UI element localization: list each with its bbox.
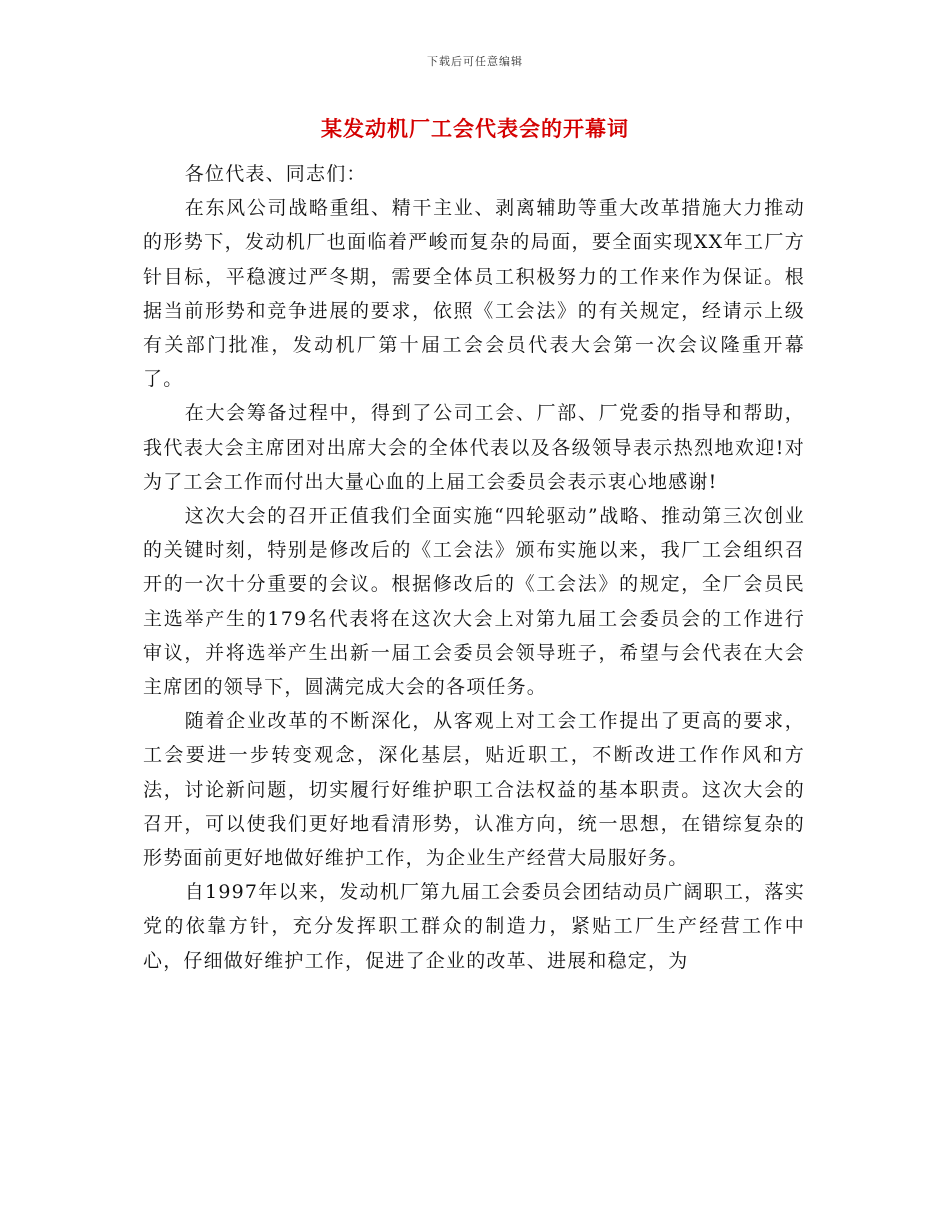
paragraph: 随着企业改革的不断深化，从客观上对工会工作提出了更高的要求，工会要进一步转变观念，深化基层，贴近职工，不断改进工作作风和方法，讨论新问题，切实履行好维护职工合法权益的基本职责。这次大会的召开，可以使我们更好地看清形势，认准方向，统一思想，在错综复杂的形势面前更好地做好维护工作，为企业生产经营大局服好务。 <box>143 710 805 870</box>
paragraph: 这次大会的召开正值我们全面实施“四轮驱动”战略、推动第三次创业的关键时刻，特别是修改后的《工会法》颁布实施以来，我厂工会组织召开的一次十分重要的会议。根据修改后的《工会法》的规定，全厂会员民主选举产生的179名代表将在这次大会上对第九届工会委员会的工作进行审议，并将选举产生出新一届工会委员会领导班子，希望与会代表在大会主席团的领导下，圆满完成大会的各项任务。 <box>143 505 805 699</box>
document-title: 某发动机厂工会代表会的开幕词 <box>321 116 629 141</box>
page-header-note: 下载后可任意编辑 <box>427 55 523 68</box>
salutation: 各位代表、同志们： <box>184 163 367 185</box>
paragraph: 在大会筹备过程中，得到了公司工会、厂部、厂党委的指导和帮助，我代表大会主席团对出席大会的全体代表以及各级领导表示热烈地欢迎!对为了工会工作而付出大量心血的上届工会委员会表示衷心地感谢! <box>143 402 805 493</box>
paragraph: 在东风公司战略重组、精干主业、剥离辅助等重大改革措施大力推动的形势下，发动机厂也面临着严峻而复杂的局面，要全面实现XX年工厂方针目标，平稳渡过严冬期，需要全体员工积极努力的工作来作为保证。根据当前形势和竞争进展的要求，依照《工会法》的有关规定，经请示上级有关部门批准，发动机厂第十届工会会员代表大会第一次会议隆重开幕了。 <box>143 197 805 391</box>
document-body <box>143 157 805 978</box>
paragraph: 自1997年以来，发动机厂第九届工会委员会团结动员广阔职工，落实党的依靠方针，充分发挥职工群众的制造力，紧贴工厂生产经营工作中心，仔细做好维护工作，促进了企业的改革、进展和稳定，为 <box>143 881 805 972</box>
